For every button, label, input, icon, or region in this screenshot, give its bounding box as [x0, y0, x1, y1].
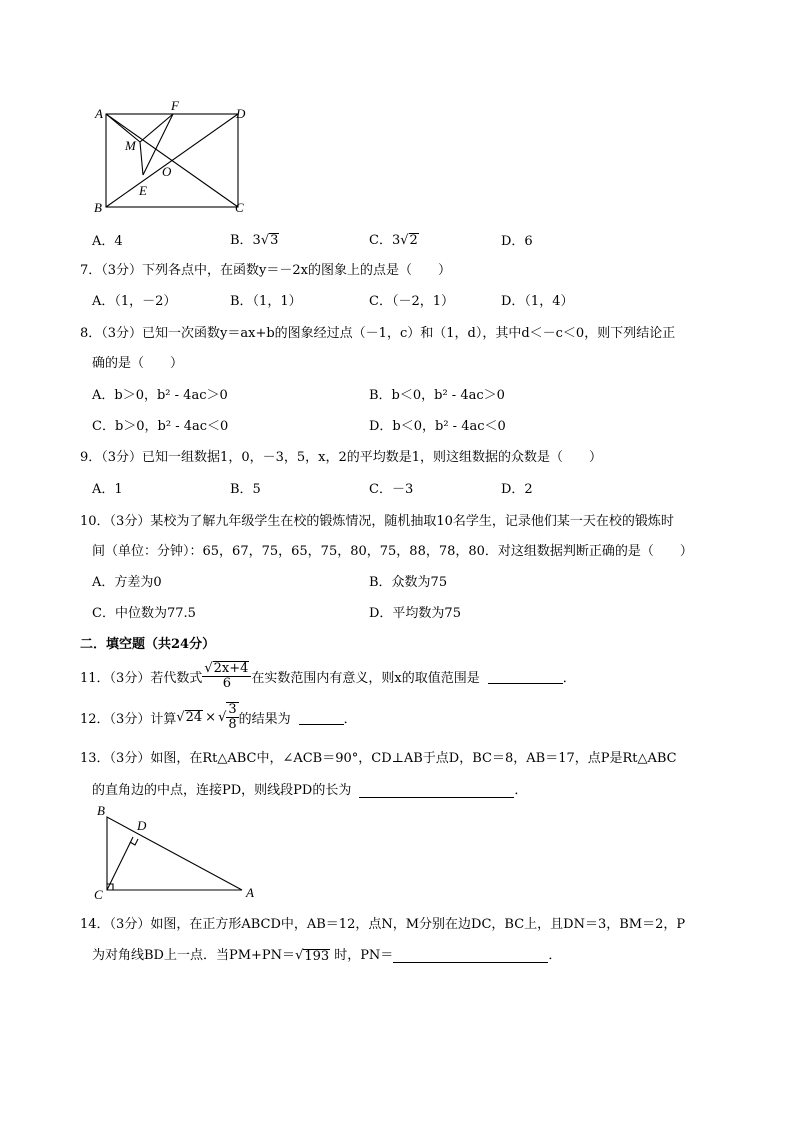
q6-option-b-radicand: 3: [270, 233, 279, 248]
q13-end: ．: [514, 783, 528, 798]
q12-stem-post: 的结果为: [238, 711, 291, 727]
q8-option-d[interactable]: D．b＜0，b² - 4ac＜0: [369, 419, 506, 434]
triangle-figure: [90, 800, 260, 900]
q10-stem-line1: 10．（3分）某校为了解九年级学生在校的锻炼情况，随机抽取10名学生，记录他们某一天在校的锻炼时: [80, 514, 674, 529]
q8-option-b[interactable]: B．b＜0，b² - 4ac＞0: [369, 388, 505, 403]
label-d: D: [236, 106, 246, 121]
q9-option-b[interactable]: B．5: [230, 482, 261, 497]
q7-option-d[interactable]: D．（1，4）: [501, 294, 574, 309]
q7-option-a[interactable]: A．（1，－2）: [92, 294, 177, 309]
q7-option-c[interactable]: C．（－2，1）: [369, 294, 454, 309]
segment-mf: [140, 114, 173, 142]
q10-option-b[interactable]: B．众数为75: [369, 575, 448, 590]
q12-stem-pre: 12．（3分）计算: [80, 711, 177, 727]
q14-stem-line1: 14．（3分）如图，在正方形ABCD中，AB＝12，点N，M分别在边DC，BC上，且DN＝3，BM＝2，P: [80, 917, 686, 932]
q11-stem-pre: 11．（3分）若代数式: [80, 670, 203, 686]
q11-fraction: $\frac{√2x+4}{6}$: [202, 661, 251, 691]
q13-stem-line1: 13．（3分）如图，在Rt△ABC中，∠ACB＝90°，CD⊥AB于点D，BC＝8，AB＝17，点P是Rt△ABC: [80, 751, 677, 766]
label-c2: C: [94, 887, 103, 902]
q12-fraction: [226, 702, 238, 732]
label-m: M: [125, 138, 136, 153]
q7-stem: 7．（3分）下列各点中，在函数y＝－2x的图象上的点是（ ）: [80, 263, 451, 278]
q11-line: [80, 659, 576, 693]
q6-option-c-radicand: 2: [409, 233, 418, 248]
q10-stem-line2: 间（单位：分钟）：65，67，75，65，75，80，75，88，78，80．对这组数据判断正确的是（ ）: [92, 544, 693, 559]
q11-answer-blank[interactable]: [488, 669, 563, 684]
q11-end: ．: [562, 670, 576, 686]
label-a: A: [95, 106, 103, 121]
q14-stem-line2-mid: 时，PN＝: [334, 948, 394, 963]
q13-line2: [92, 779, 527, 798]
q9-option-d[interactable]: D．2: [501, 482, 533, 497]
q6-option-c[interactable]: C．3√2: [369, 233, 418, 248]
label-d2: D: [137, 818, 147, 833]
label-e: E: [139, 183, 147, 198]
q6-option-c-coef: C．3: [369, 233, 401, 248]
triangle-abc: [107, 817, 242, 890]
q12-line: 12．（3分）计算 √ 24 × √ $\frac{3}{8}$ 的结果为 ．: [80, 702, 357, 732]
label-a2: A: [246, 885, 254, 900]
q11-denominator: 6: [222, 676, 231, 691]
q13-answer-blank[interactable]: [359, 783, 514, 798]
q9-option-c[interactable]: C．－3: [369, 482, 414, 497]
q6-option-b[interactable]: B．3√3: [230, 233, 279, 248]
q9-option-a[interactable]: A．1: [92, 482, 123, 497]
q6-option-a[interactable]: A．4: [92, 234, 123, 249]
q10-option-a[interactable]: A．方差为0: [92, 575, 162, 590]
q13-stem-line2: 的直角边的中点，连接PD，则线段PD的长为: [92, 783, 352, 798]
q8-stem-line2: 确的是（ ）: [92, 356, 184, 371]
label-b2: B: [97, 803, 105, 818]
label-o: O: [162, 164, 172, 179]
q12-radicand-24: 24: [185, 710, 203, 725]
q7-option-b[interactable]: B．（1，1）: [230, 294, 302, 309]
q8-option-a[interactable]: A．b＞0，b² - 4ac＞0: [92, 388, 228, 403]
segment-me: [140, 142, 143, 175]
q10-option-c[interactable]: C．中位数为77.5: [92, 606, 196, 621]
label-c: C: [235, 200, 244, 215]
q12-numerator: 3: [228, 702, 237, 717]
q6-option-d[interactable]: D．6: [501, 234, 533, 249]
q14-radicand: 193: [304, 949, 330, 964]
q14-answer-blank[interactable]: [393, 948, 548, 963]
q11-radicand: 2x+4: [213, 661, 249, 676]
q9-stem: 9．（3分）已知一组数据1，0，－3，5，x，2的平均数是1，则这组数据的众数是（ ）: [80, 450, 602, 465]
q6-option-b-coef: B．3: [230, 233, 261, 248]
altitude-cd: [107, 837, 133, 890]
q12-denominator: 8: [228, 717, 237, 732]
q10-option-d[interactable]: D．平均数为75: [369, 606, 461, 621]
q8-option-c[interactable]: C．b＞0，b² - 4ac＜0: [92, 419, 229, 434]
section-heading-fill-blank: 二．填空题（共24分）: [80, 637, 216, 652]
q14-stem-line2-pre: 为对角线BD上一点．当PM+PN＝: [92, 948, 296, 963]
q14-line2: 为对角线BD上一点．当PM+PN＝ √ 193 时，PN＝ ．: [92, 944, 561, 963]
label-b: B: [94, 200, 102, 215]
q12-end: ．: [343, 711, 357, 727]
q11-stem-post: 在实数范围内有意义，则x的取值范围是: [251, 670, 480, 686]
q12-times: ×: [205, 709, 217, 725]
q14-end: ．: [548, 948, 562, 963]
q8-stem-line1: 8．（3分）已知一次函数y＝ax+b的图象经过点（－1，c）和（1，d），其中d＜－c＜0，则下列结论正: [80, 326, 676, 341]
label-f: F: [171, 98, 179, 113]
q12-answer-blank[interactable]: [299, 710, 344, 725]
